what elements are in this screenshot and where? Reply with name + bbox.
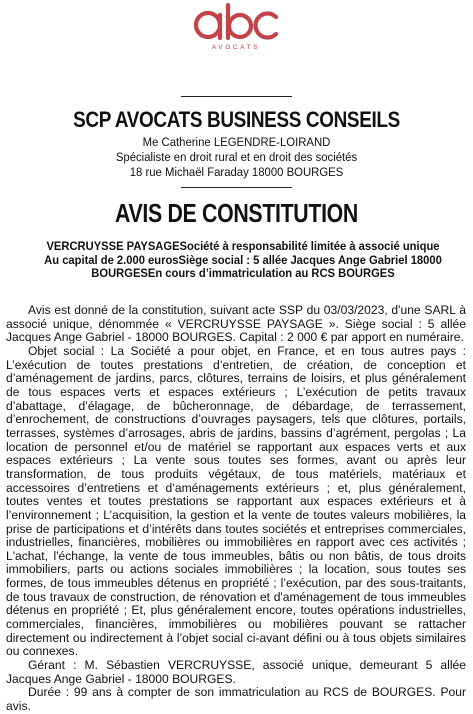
firm-lawyer: Me Catherine LEGENDRE-LOIRAND xyxy=(142,135,331,149)
paragraph-gerant: Gérant : M. Sébastien VERCRUYSSE, associé unique, demeurant 5 allée Jacques Ange Gabriel - 18000 BOURGES. xyxy=(6,658,466,686)
company-header xyxy=(20,240,466,281)
company-header-line-3: BOURGESEn cours d’immatriculation au RCS BOURGES xyxy=(91,266,395,280)
abc-avocats-logo xyxy=(190,3,282,61)
firm-name: SCP AVOCATS BUSINESS CONSEILS xyxy=(73,107,400,132)
paragraph-duree: Durée : 99 ans à compter de son immatriculation au RCS de BOURGES. Pour avis. xyxy=(6,685,466,714)
firm-address: 18 rue Michaël Faraday 18000 BOURGES xyxy=(129,165,344,179)
paragraph-constitution: Avis est donné de la constitution, suivant acte SSP du 03/03/2023, d'une SARL à associé unique, dénommée « VERCRUYSSE PAYSAGE ». Siège social : 5 allée Jacques Ange Gabriel - 18000 BOURGES. Capital : 2 000 € par apport en numéraire. xyxy=(6,303,466,345)
top-rule xyxy=(181,96,292,97)
middle-rule xyxy=(181,187,292,188)
logo-subtitle: AVOCATS xyxy=(211,44,261,51)
notice-body xyxy=(6,304,466,714)
company-header-line-1: VERCRUYSSE PAYSAGESociété à responsabilité limitée à associé unique xyxy=(46,239,440,253)
firm-specialty: Spécialiste en droit rural et en droit des sociétés xyxy=(115,150,358,164)
company-header-line-2: Au capital de 2.000 eurosSiège social : 5 allée Jacques Ange Gabriel 18000 xyxy=(44,252,442,267)
notice-title: AVIS DE CONSTITUTION xyxy=(115,198,358,228)
paragraph-objet-social: Objet social : La Société a pour objet, en France, et en tous autres pays : L’exécution de toutes prestations d’entretien, de création, de conception et d’aménagement de jardins, parcs, clôtures, terrains de loisirs, et plus généralement de tous espaces verts et espaces extérieurs ; L’exécution de petits travaux d’abattage, d’élagage, de bûcheronnage, de débardage, de terrassement, d’enrochement, de constructions d’ouvrages paysagers, tels que clôtures, portails, terrasses, systèmes d’arrosages, abris de jardins, bassins d’agrément, pergolas ; La location de personnel et/ou de matériel se rapportant aux espaces verts et aux espaces extérieurs ; La vente sous toutes ses formes, avant ou après leur transformation, de tous produits végétaux, de tous matériels, matériaux et accessoires d’entretiens et d’aménagements extérieurs ; et, plus généralement, toutes ventes et toutes prestations se rapportant aux espaces extérieurs et à l’environnement ; L’acquisition, la gestion et la vente de toutes valeurs mobilières, la prise de participations et d’intérêts dans toutes sociétés et entreprises commerciales, industrielles, financières, mobilières ou immobilières en rapport avec ces activités ; L'achat, l'échange, la vente de tous immeubles, bâtis ou non bâtis, de tous droits immobiliers, parts ou actions sociales immobilières ; la location, sous toutes ses formes, de tous immeubles détenus en propriété ; l’exécution, par des sous-traitants, de tous travaux de construction, de rénovation et d'aménagement de tous immeubles détenus en propriété ; Et, plus généralement encore, toutes opérations industrielles, commerciales, financières, immobilières ou mobilières pouvant se rattacher directement ou indirectement à l’objet social ci-avant défini ou à tous objets similaires ou connexes. xyxy=(6,343,466,659)
